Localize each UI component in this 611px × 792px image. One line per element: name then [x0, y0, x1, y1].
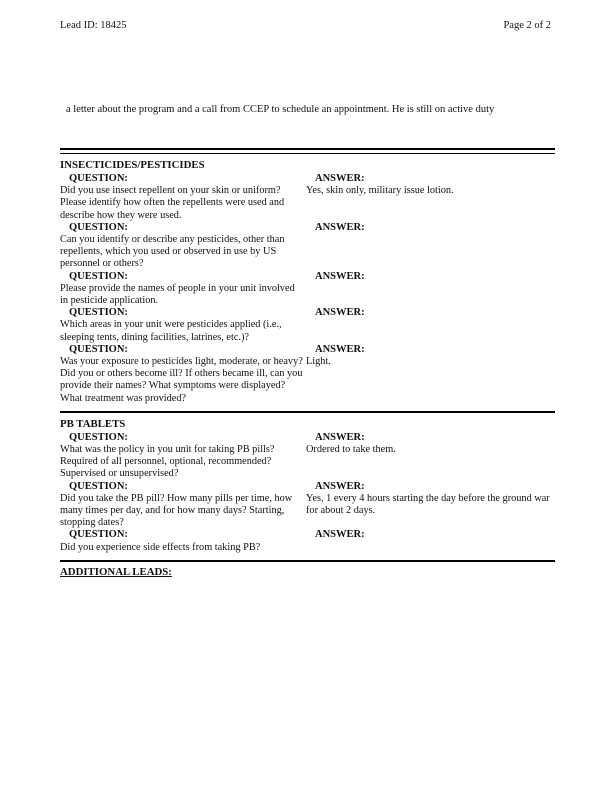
question-text: Please provide the names of people in your unit involved in pesticide application. [60, 282, 295, 307]
page-content [60, 0, 555, 578]
qa-row [60, 481, 555, 530]
answer-label: ANSWER: [315, 343, 365, 355]
additional-leads-rule [60, 560, 555, 562]
answer-column [305, 432, 555, 481]
section-insecticides [60, 159, 555, 405]
qa-row [60, 271, 555, 308]
section-title: INSECTICIDES/PESTICIDES [60, 159, 205, 171]
answer-label: ANSWER: [315, 270, 365, 282]
qa-row [60, 432, 555, 481]
question-column [60, 271, 305, 308]
question-label: QUESTION: [69, 431, 128, 443]
question-label: QUESTION: [69, 343, 128, 355]
question-label: QUESTION: [69, 529, 128, 541]
question-label: QUESTION: [69, 480, 128, 492]
answer-label: ANSWER: [315, 221, 365, 233]
question-text: Did you use insect repellent on your skin or uniform? Please identify how often the repellents were used and describe how they were used. [60, 185, 285, 221]
question-column [60, 344, 305, 405]
question-text: Did you experience side effects from taking PB? [60, 541, 261, 553]
question-text: What was the policy in you unit for taking PB pills? Required of all personnel, optional, recommended? Supervised or unsupervised? [60, 444, 275, 480]
answer-text: Ordered to take them. [306, 444, 396, 456]
question-label: QUESTION: [69, 307, 128, 319]
question-text: Was your exposure to pesticides light, moderate, or heavy? Did you or others become ill? If others became ill, can you provide their names? What symptoms were displayed? What treatment was provided? [60, 356, 303, 404]
question-column [60, 173, 305, 222]
question-column [60, 307, 305, 344]
answer-column [305, 481, 555, 530]
question-column [60, 529, 305, 553]
answer-column [305, 307, 555, 344]
answer-label: ANSWER: [315, 431, 365, 443]
page-header [60, 0, 555, 31]
answer-label: ANSWER: [315, 480, 365, 492]
page-number: Page 2 of 2 [503, 20, 551, 31]
answer-label: ANSWER: [315, 529, 365, 541]
answer-column [305, 271, 555, 308]
question-label: QUESTION: [69, 173, 128, 184]
answer-column [305, 173, 555, 222]
top-double-rule [60, 148, 555, 154]
qa-row [60, 344, 555, 405]
answer-text: Yes, skin only, military issue lotion. [306, 185, 454, 197]
answer-label: ANSWER: [315, 173, 365, 184]
section-title: PB TABLETS [60, 417, 126, 430]
qa-row [60, 529, 555, 553]
question-column [60, 222, 305, 271]
lead-id: Lead ID: 18425 [60, 20, 127, 31]
additional-leads-label: ADDITIONAL LEADS: [60, 565, 172, 578]
question-label: QUESTION: [69, 221, 128, 233]
section-divider-rule [60, 411, 555, 413]
question-text: Can you identify or describe any pesticides, other than repellents, which you used or observed in use by US personnel or others? [60, 234, 285, 270]
qa-row [60, 307, 555, 344]
answer-text: Light. [306, 356, 331, 368]
qa-row [60, 222, 555, 271]
qa-row [60, 173, 555, 222]
question-column [60, 432, 305, 481]
question-text: Did you take the PB pill? How many pills per time, how many times per day, and for how many days? Starting, stopping dates? [60, 492, 293, 529]
intro-text: a letter about the program and a call from CCEP to schedule an appointment. He is still on active duty [66, 104, 495, 115]
question-label: QUESTION: [69, 270, 128, 282]
section-pb-tablets [60, 418, 555, 554]
answer-label: ANSWER: [315, 307, 365, 319]
answer-column [305, 344, 555, 405]
answer-column [305, 529, 555, 553]
answer-text: Yes, 1 every 4 hours starting the day before the ground war for about 2 days. [306, 492, 550, 517]
answer-column [305, 222, 555, 271]
question-text: Which areas in your unit were pesticides applied (i.e., sleeping tents, dining facilities, latrines, etc.)? [60, 319, 282, 343]
question-column [60, 481, 305, 530]
